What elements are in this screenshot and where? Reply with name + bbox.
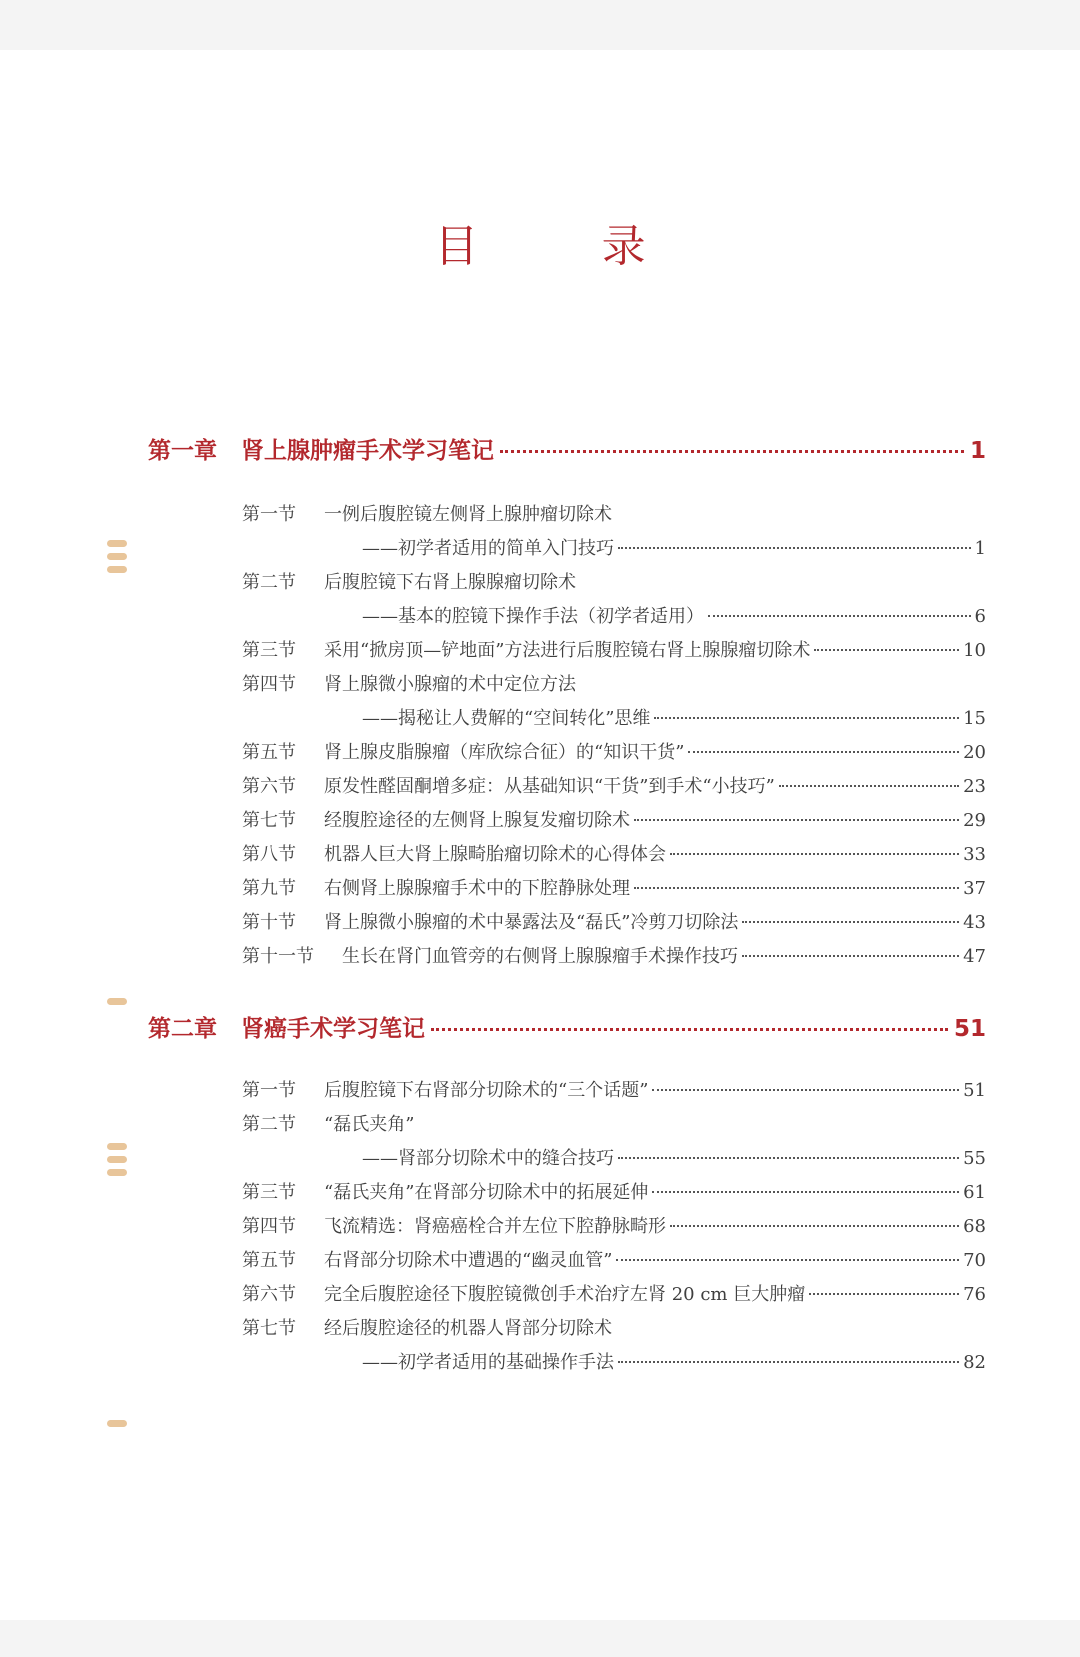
section-title: 生长在肾门血管旁的右侧肾上腺腺瘤手术操作技巧 [342, 946, 738, 967]
toc-page [0, 50, 1080, 1620]
section-title: 右侧肾上腺腺瘤手术中的下腔静脉处理 [324, 878, 630, 899]
section-label: 第六节 [242, 776, 296, 797]
dot-leader [634, 887, 959, 889]
section-page-number: 37 [963, 878, 986, 899]
section-page-number: 1 [974, 538, 986, 559]
chapter-title: 肾上腺肿瘤手术学习笔记 [241, 438, 494, 464]
dot-leader [618, 1361, 959, 1363]
toc-section[interactable] [242, 908, 986, 934]
section-page-number: 15 [963, 708, 986, 729]
section-title: 肾上腺皮脂腺瘤（库欣综合征）的“知识干货” [324, 742, 685, 763]
section-page-number: 29 [963, 810, 986, 831]
section-label: 第六节 [242, 1284, 296, 1305]
toc-section[interactable] [242, 1076, 986, 1102]
section-subtitle: ——揭秘让人费解的“空间转化”思维 [362, 708, 651, 729]
section-page-number: 33 [963, 844, 986, 865]
section-page-number: 43 [963, 912, 986, 933]
section-subtitle: ——初学者适用的简单入门技巧 [362, 538, 614, 559]
section-label: 第二节 [242, 1114, 296, 1135]
section-title: 飞流精选：肾癌癌栓合并左位下腔静脉畸形 [324, 1216, 666, 1237]
section-title: 经腹腔途径的左侧肾上腺复发瘤切除术 [324, 810, 630, 831]
section-label: 第十节 [242, 912, 296, 933]
toc-title: 目 录 [434, 221, 686, 272]
chapter-label: 第二章 [148, 1016, 217, 1042]
section-label: 第四节 [242, 1216, 296, 1237]
toc-section[interactable] [242, 1212, 986, 1238]
toc-section-subtitle[interactable] [362, 704, 986, 730]
toc-section[interactable] [242, 1280, 986, 1306]
dot-leader [742, 921, 959, 923]
dot-leader [809, 1293, 959, 1295]
section-page-number: 47 [963, 946, 986, 967]
side-tab-mark [107, 1420, 127, 1427]
side-tab-mark [107, 566, 127, 573]
toc-section[interactable] [242, 806, 986, 832]
dot-leader [652, 1089, 959, 1091]
section-label: 第九节 [242, 878, 296, 899]
chapter-label: 第一章 [148, 438, 217, 464]
dot-leader [500, 450, 964, 453]
toc-section[interactable] [242, 942, 986, 968]
section-page-number: 61 [963, 1182, 986, 1203]
toc-section[interactable] [242, 670, 986, 696]
section-title: 后腹腔镜下右肾部分切除术的“三个话题” [324, 1080, 649, 1101]
side-tab-mark [107, 1143, 127, 1150]
section-page-number: 55 [963, 1148, 986, 1169]
section-title: 采用“掀房顶—铲地面”方法进行后腹腔镜右肾上腺腺瘤切除术 [324, 640, 811, 661]
toc-section[interactable] [242, 840, 986, 866]
dot-leader [670, 1225, 959, 1227]
toc-section[interactable] [242, 738, 986, 764]
section-subtitle: ——肾部分切除术中的缝合技巧 [362, 1148, 614, 1169]
section-title: “磊氏夹角”在肾部分切除术中的拓展延伸 [324, 1182, 649, 1203]
section-page-number: 76 [963, 1284, 986, 1305]
side-tab-mark [107, 1169, 127, 1176]
dot-leader [634, 819, 959, 821]
section-label: 第一节 [242, 1080, 296, 1101]
toc-section-subtitle[interactable] [362, 602, 986, 628]
section-label: 第七节 [242, 1318, 296, 1339]
toc-section[interactable] [242, 1314, 986, 1340]
section-page-number: 23 [963, 776, 986, 797]
chapter-page-number: 51 [953, 1016, 986, 1042]
toc-section[interactable] [242, 500, 986, 526]
section-title: 完全后腹腔途径下腹腔镜微创手术治疗左肾 20 cm 巨大肿瘤 [324, 1284, 806, 1305]
toc-section[interactable] [242, 1178, 986, 1204]
section-label: 第一节 [242, 504, 296, 525]
toc-section[interactable] [242, 636, 986, 662]
section-title: 后腹腔镜下右肾上腺腺瘤切除术 [324, 572, 576, 593]
dot-leader [708, 615, 971, 617]
section-title: 一例后腹腔镜左侧肾上腺肿瘤切除术 [324, 504, 612, 525]
section-subtitle: ——初学者适用的基础操作手法 [362, 1352, 614, 1373]
toc-section-subtitle[interactable] [362, 1348, 986, 1374]
side-tab-mark [107, 998, 127, 1005]
dot-leader [654, 717, 959, 719]
section-label: 第十一节 [242, 946, 314, 967]
chapter-title: 肾癌手术学习笔记 [241, 1016, 425, 1042]
section-label: 第八节 [242, 844, 296, 865]
section-page-number: 20 [963, 742, 986, 763]
dot-leader [670, 853, 959, 855]
dot-leader [618, 547, 971, 549]
section-label: 第三节 [242, 640, 296, 661]
side-tab-mark [107, 553, 127, 560]
section-title: “磊氏夹角” [324, 1114, 415, 1135]
section-page-number: 51 [963, 1080, 986, 1101]
section-page-number: 68 [963, 1216, 986, 1237]
toc-section[interactable] [242, 772, 986, 798]
chapter-heading[interactable] [148, 432, 986, 465]
dot-leader [742, 955, 959, 957]
dot-leader [616, 1259, 959, 1261]
toc-section[interactable] [242, 1110, 986, 1136]
section-label: 第二节 [242, 572, 296, 593]
section-page-number: 6 [974, 606, 986, 627]
section-label: 第五节 [242, 1250, 296, 1271]
dot-leader [618, 1157, 959, 1159]
toc-section-subtitle[interactable] [362, 1144, 986, 1170]
chapter-heading[interactable] [148, 1010, 986, 1043]
section-title: 右肾部分切除术中遭遇的“幽灵血管” [324, 1250, 613, 1271]
section-label: 第四节 [242, 674, 296, 695]
section-title: 原发性醛固酮增多症：从基础知识“干货”到手术“小技巧” [324, 776, 775, 797]
section-label: 第七节 [242, 810, 296, 831]
side-tab-mark [107, 1156, 127, 1163]
toc-section[interactable] [242, 568, 986, 594]
section-title: 机器人巨大肾上腺畸胎瘤切除术的心得体会 [324, 844, 666, 865]
chapter-page-number: 1 [969, 438, 986, 464]
section-label: 第三节 [242, 1182, 296, 1203]
section-title: 经后腹腔途径的机器人肾部分切除术 [324, 1318, 612, 1339]
section-page-number: 82 [963, 1352, 986, 1373]
section-page-number: 70 [963, 1250, 986, 1271]
dot-leader [431, 1028, 948, 1031]
section-title: 肾上腺微小腺瘤的术中暴露法及“磊氏”冷剪刀切除法 [324, 912, 739, 933]
section-page-number: 10 [963, 640, 986, 661]
section-label: 第五节 [242, 742, 296, 763]
dot-leader [652, 1191, 959, 1193]
toc-section-subtitle[interactable] [362, 534, 986, 560]
section-title: 肾上腺微小腺瘤的术中定位方法 [324, 674, 576, 695]
dot-leader [814, 649, 959, 651]
side-tab-mark [107, 540, 127, 547]
dot-leader [779, 785, 959, 787]
toc-section[interactable] [242, 1246, 986, 1272]
dot-leader [688, 751, 959, 753]
toc-section[interactable] [242, 874, 986, 900]
section-subtitle: ——基本的腔镜下操作手法（初学者适用） [362, 606, 704, 627]
